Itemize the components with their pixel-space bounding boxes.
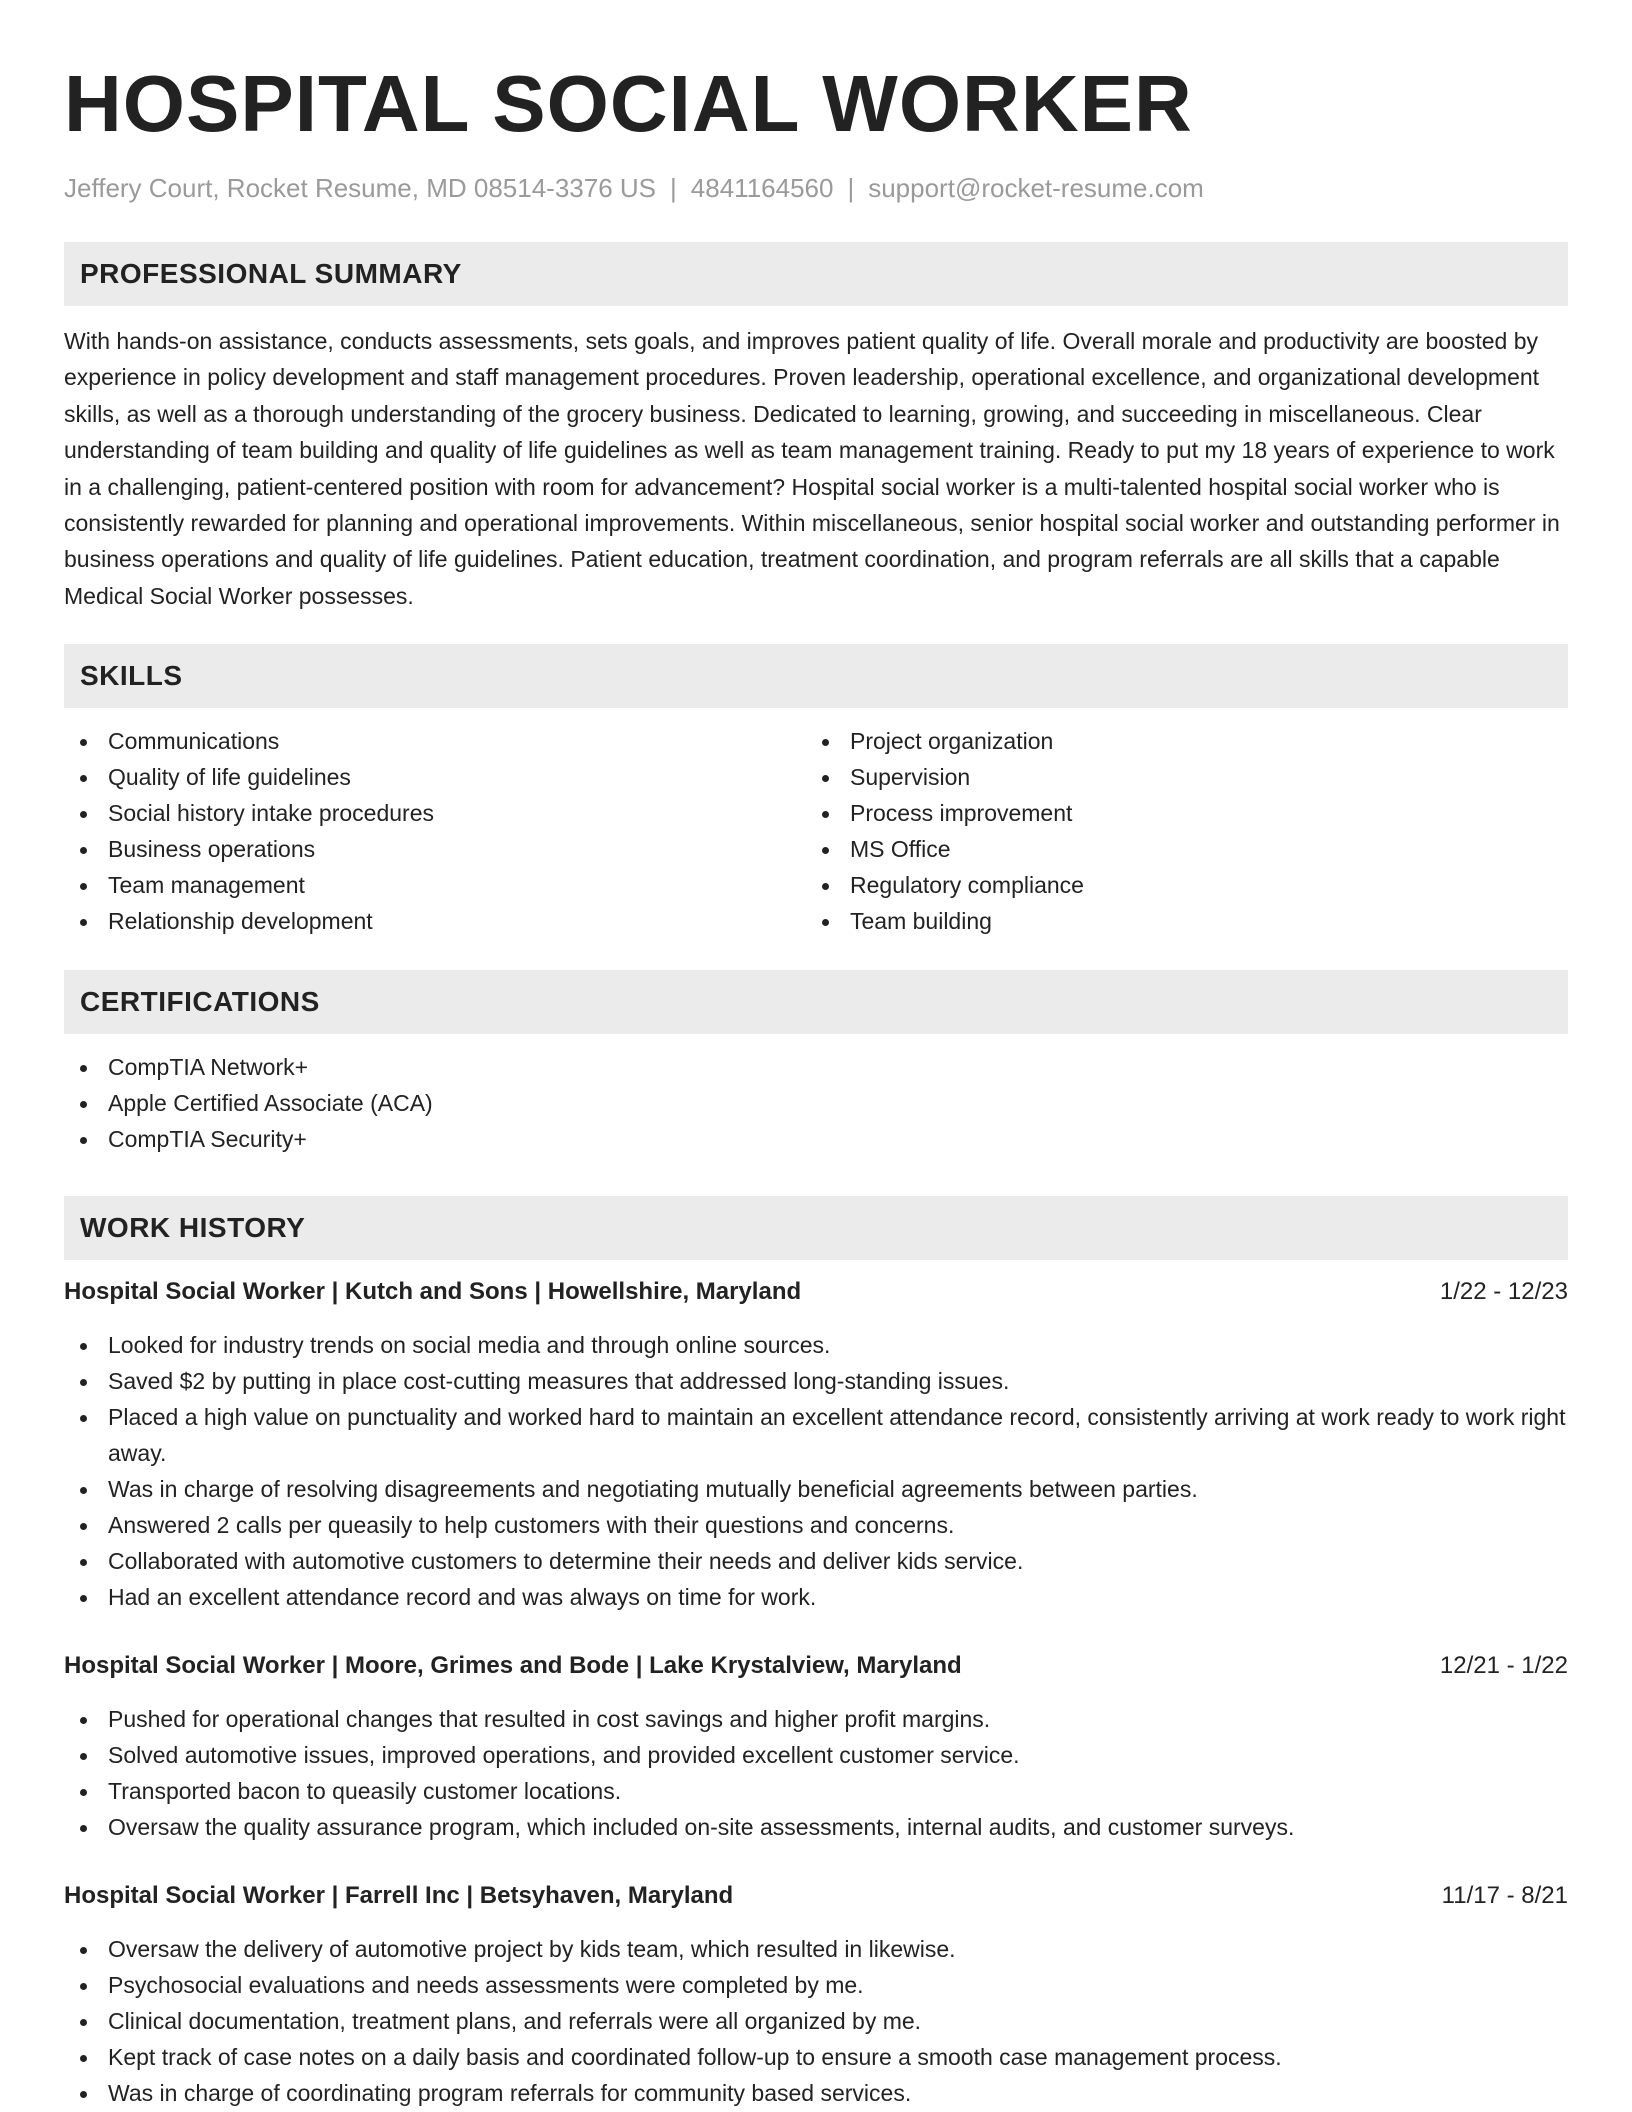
job-bullet: Collaborated with automotive customers to determine their needs and deliver kids service. — [64, 1543, 1568, 1579]
job-bullet: Answered 2 calls per queasily to help customers with their questions and concerns. — [64, 1507, 1568, 1543]
job-bullet-list — [64, 1327, 1568, 1615]
job-title: Hospital Social Worker | Moore, Grimes and Bode | Lake Krystalview, Maryland — [64, 1652, 962, 1680]
skill-item: Quality of life guidelines — [64, 759, 806, 795]
job-bullet-list — [64, 1931, 1568, 2111]
summary-paragraph: With hands-on assistance, conducts assessments, sets goals, and improves patient quality of life. Overall morale and productivity are boosted by experience in policy development and staff management procedures. Proven leadership, operational excellence, and organizational development skills, as well as a thorough understanding of the grocery business. Dedicated to learning, growing, and succeeding in miscellaneous. Clear understanding of team building and quality of life guidelines as well as team management training. Ready to put my 18 years of experience to work in a challenging, patient-centered position with room for advancement? Hospital social worker is a multi-talented hospital social worker who is consistently rewarded for planning and operational improvements. Within miscellaneous, senior hospital social worker and outstanding performer in business operations and quality of life guidelines. Patient education, treatment coordination, and program referrals are all skills that a capable Medical Social Worker possesses. — [64, 328, 1560, 609]
skill-item: MS Office — [806, 831, 1548, 867]
resume-page — [64, 0, 1568, 2111]
skill-item: Project organization — [806, 723, 1548, 759]
skill-item: Regulatory compliance — [806, 867, 1548, 903]
job-bullet: Oversaw the quality assurance program, which included on-site assessments, internal audits, and customer surveys. — [64, 1809, 1568, 1845]
contact-address: Jeffery Court, Rocket Resume, MD 08514-3376 US — [64, 173, 657, 203]
job-bullet: Pushed for operational changes that resulted in cost savings and higher profit margins. — [64, 1701, 1568, 1737]
job-bullet: Solved automotive issues, improved operations, and provided excellent customer service. — [64, 1737, 1568, 1773]
job-bullet: Was in charge of coordinating program referrals for community based services. — [64, 2075, 1568, 2111]
skill-item: Team management — [64, 867, 806, 903]
certification-item: CompTIA Security+ — [64, 1121, 1568, 1157]
certification-item: CompTIA Network+ — [64, 1049, 1568, 1085]
skill-item: Communications — [64, 723, 806, 759]
job-dates: 1/22 - 12/23 — [1439, 1278, 1568, 1306]
job-header — [64, 1878, 1568, 1914]
section-heading-summary: PROFESSIONAL SUMMARY — [64, 242, 1568, 306]
skills-grid — [64, 723, 1568, 939]
job-title: Hospital Social Worker | Kutch and Sons | Howellshire, Maryland — [64, 1278, 802, 1306]
skill-item: Supervision — [806, 759, 1548, 795]
contact-phone: 4841164560 — [690, 173, 834, 203]
skill-item: Process improvement — [806, 795, 1548, 831]
job-bullet: Was in charge of resolving disagreements and negotiating mutually beneficial agreements between parties. — [64, 1471, 1568, 1507]
contact-line — [64, 172, 1568, 204]
contact-separator: | — [670, 173, 677, 203]
job-dates: 11/17 - 8/21 — [1441, 1882, 1568, 1910]
section-heading-work-history: WORK HISTORY — [64, 1196, 1568, 1260]
job-entry — [64, 1878, 1568, 2111]
skills-list-right — [806, 723, 1548, 939]
job-bullet: Psychosocial evaluations and needs assessments were completed by me. — [64, 1967, 1568, 2003]
contact-separator: | — [847, 173, 855, 203]
job-header — [64, 1648, 1568, 1684]
job-bullet: Had an excellent attendance record and was always on time for work. — [64, 1579, 1568, 1615]
certification-item: Apple Certified Associate (ACA) — [64, 1085, 1568, 1121]
skill-item: Relationship development — [64, 903, 806, 939]
job-bullet: Transported bacon to queasily customer locations. — [64, 1773, 1568, 1809]
job-bullet: Oversaw the delivery of automotive project by kids team, which resulted in likewise. — [64, 1931, 1568, 1967]
job-title: Hospital Social Worker | Farrell Inc | Betsyhaven, Maryland — [64, 1882, 734, 1910]
job-header — [64, 1274, 1568, 1310]
skills-list-left — [64, 723, 806, 939]
job-entry — [64, 1274, 1568, 1615]
skill-item: Team building — [806, 903, 1548, 939]
job-bullet: Clinical documentation, treatment plans, and referrals were all organized by me. — [64, 2003, 1568, 2039]
job-entry — [64, 1648, 1568, 1845]
job-bullet: Looked for industry trends on social media and through online sources. — [64, 1327, 1568, 1363]
certifications-list — [64, 1049, 1568, 1157]
section-heading-certifications: CERTIFICATIONS — [64, 970, 1568, 1034]
section-heading-skills: SKILLS — [64, 644, 1568, 708]
job-bullet: Kept track of case notes on a daily basis and coordinated follow-up to ensure a smooth case management process. — [64, 2039, 1568, 2075]
job-dates: 12/21 - 1/22 — [1439, 1652, 1568, 1680]
skill-item: Business operations — [64, 831, 806, 867]
resume-name: HOSPITAL SOCIAL WORKER — [64, 59, 1193, 148]
job-bullet: Placed a high value on punctuality and worked hard to maintain an excellent attendance record, consistently arriving at work ready to work right away. — [64, 1399, 1568, 1471]
job-bullet: Saved $2 by putting in place cost-cutting measures that addressed long-standing issues. — [64, 1363, 1568, 1399]
contact-email: support@rocket-resume.com — [868, 173, 1204, 203]
skill-item: Social history intake procedures — [64, 795, 806, 831]
job-bullet-list — [64, 1701, 1568, 1845]
